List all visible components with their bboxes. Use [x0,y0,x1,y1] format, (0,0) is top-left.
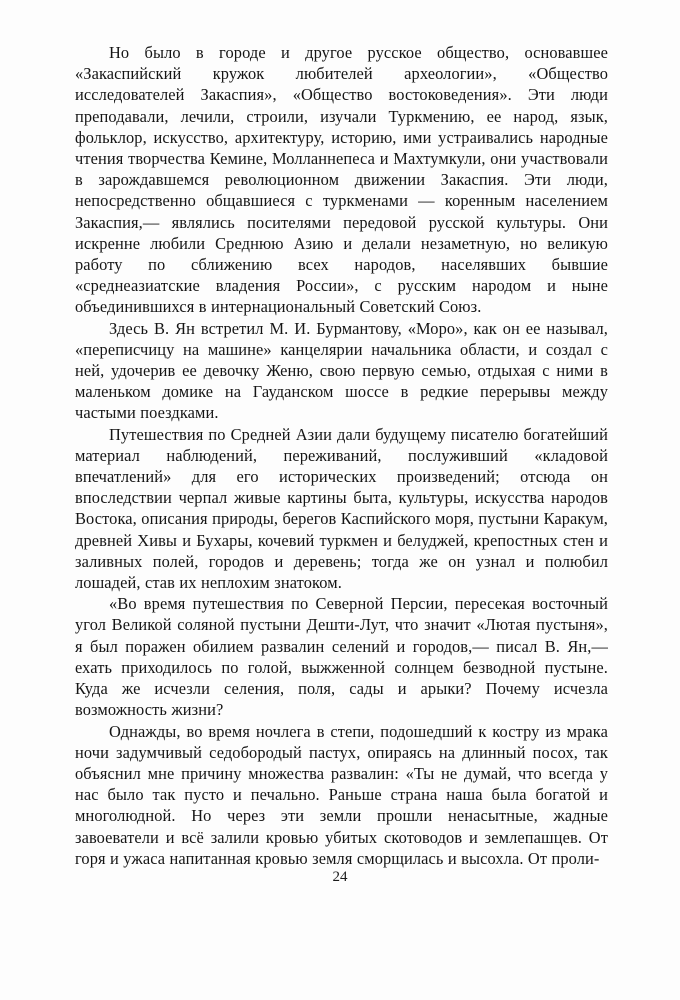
page-number: 24 [332,869,348,885]
paragraph-5: Однажды, во время ночлега в степи, подошедший к костру из мрака ночи задумчивый седобородый пастух, опираясь на длинный посох, так объяснил мне причину множества развалин: «Ты не думай, что всегда у нас было так пусто и печально. Раньше страна наша была богатой и многолюдной. Но через эти земли прошли ненасытные, жадные завоеватели и всё залили кровью убитых скотоводов и землепашцев. От горя и ужаса напитанная кровью земля сморщилась и высохла. От проли- [75,721,608,868]
paragraph-4: «Во время путешествия по Северной Персии, пересекая восточный угол Великой соляной пустыни Дешти-Лут, что значит «Лютая пустыня», я был поражен обилием развалин селений и городов,— писал В. Ян,— ехать приходилось по голой, выжженной солнцем безводной пустыне. Куда же исчезли селения, поля, сады и арыки? Почему исчезла возможность жизни? [75,594,608,720]
paragraph-1: Но было в городе и другое русское общество, основавшее «Закаспийский кружок любителей археологии», «Общество исследователей Закаспия», «Общество востоковедения». Эти люди преподавали, лечили, строили, изучали Туркмению, ее народ, язык, фольклор, искусство, архитектуру, историю, ими устраивались народные чтения творчества Кемине, Молланнепеса и Махтумкули, они участвовали в зарождавшемся революционном движении Закаспия. Эти люди, непосредственно общавшиеся с туркменами — коренным населением Закаспия,— являлись посителями передовой русской культуры. Они искренне любили Среднюю Азию и делали незаметную, но великую работу по сближению всех народов, населявших бывшие «среднеазиатские владения России», с русским народом и ныне объединившихся в интернациональный Советский Союз. [75,43,608,317]
paragraph-2: Здесь В. Ян встретил М. И. Бурмантову, «Моро», как он ее называл, «переписчицу на машине» канцелярии начальника области, и создал с ней, удочерив ее девочку Женю, свою первую семью, отдыхая с ними в маленьком домике на Гауданском шоссе в редкие перерывы между частыми поездками. [75,318,608,423]
paragraph-3: Путешествия по Средней Азии дали будущему писателю богатейший материал наблюдений, переживаний, послуживший «кладовой впечатлений» для его исторических произведений; отсюда он впоследствии черпал живые картины быта, культуры, искусства народов Востока, описания природы, берегов Каспийского моря, пустыни Каракум, древней Хивы и Бухары, кочевий туркмен и белуджей, крепостных стен и заливных полей, городов и деревень; тогда же он узнал и полюбил лошадей, став их неплохим знатоком. [75,424,608,593]
body-text-block [75,42,608,869]
